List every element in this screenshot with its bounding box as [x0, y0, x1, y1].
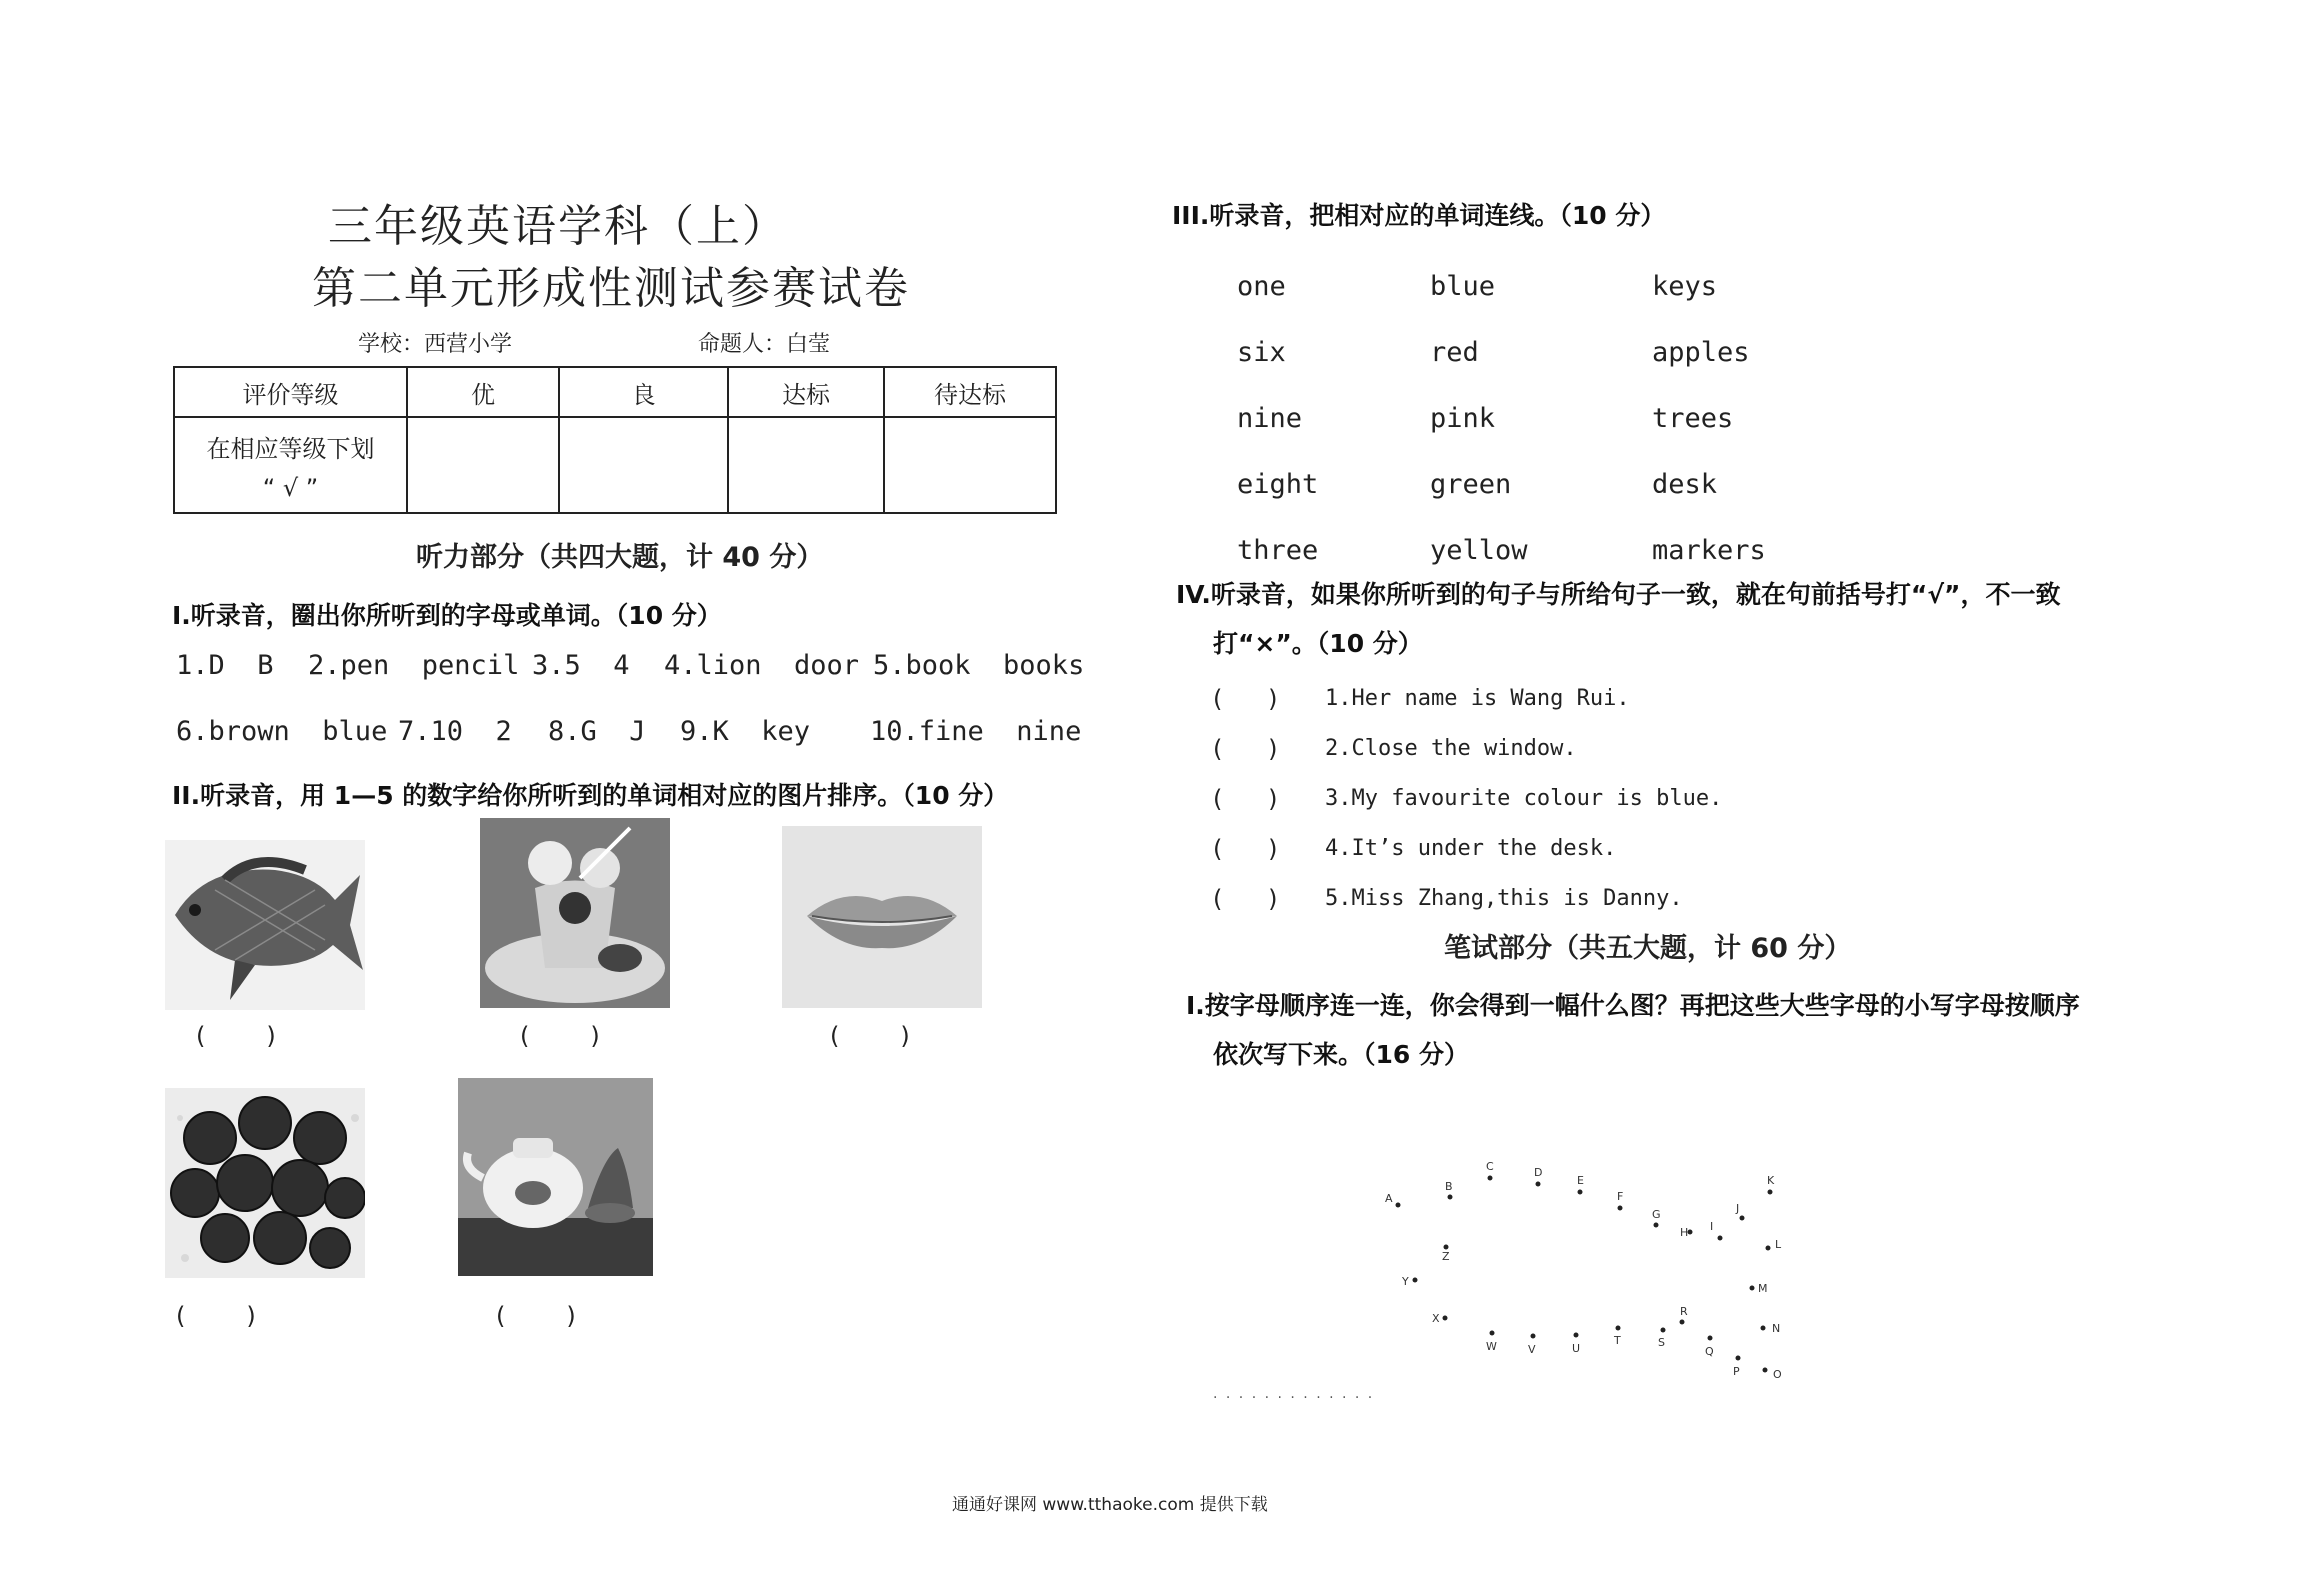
roses-picture — [165, 1088, 365, 1278]
sec3-object[interactable]: desk — [1652, 469, 1718, 500]
grade-row-label — [174, 417, 407, 513]
grade-header-excellent: 优 — [407, 367, 559, 417]
dot-b[interactable] — [1445, 1180, 1453, 1200]
svg-text:G: G — [1652, 1208, 1661, 1221]
dot-k[interactable] — [1767, 1174, 1775, 1195]
sec3-object[interactable]: markers — [1652, 535, 1766, 566]
svg-text:U: U — [1572, 1342, 1581, 1355]
grade-cell-below[interactable] — [884, 417, 1056, 513]
sec3-col-objects — [1652, 254, 1766, 584]
dot-l[interactable] — [1766, 1238, 1783, 1251]
dot-x[interactable] — [1432, 1312, 1448, 1325]
sec3-object[interactable]: keys — [1652, 271, 1718, 302]
sec1-item-5: 5.book books — [873, 650, 1085, 681]
sec4-item — [1213, 874, 1722, 924]
svg-text:S: S — [1658, 1336, 1665, 1349]
svg-text:E: E — [1577, 1174, 1584, 1187]
svg-text:W: W — [1486, 1340, 1497, 1353]
dot-n[interactable] — [1761, 1322, 1781, 1335]
sec3-color[interactable]: yellow — [1430, 535, 1528, 566]
sec4-sentence: 2.Close the window. — [1325, 736, 1577, 761]
dot-q[interactable] — [1705, 1336, 1714, 1359]
grade-cell-excellent[interactable] — [407, 417, 559, 513]
sec1-item-1: 1.D B — [176, 650, 274, 681]
sec1-item-7: 7.10 2 — [398, 716, 512, 747]
sec3-color[interactable]: green — [1430, 469, 1512, 500]
sec2-heading: II.听录音，用 1—5 的数字给你所听到的单词相对应的图片排序。（10 分） — [172, 781, 1009, 810]
svg-text:N: N — [1772, 1322, 1781, 1335]
sec3-col-colors — [1430, 254, 1528, 584]
lips-picture — [782, 826, 982, 1008]
author-label: 命题人：白莹 — [698, 332, 831, 357]
ice-cream-picture — [480, 818, 670, 1008]
dot-a[interactable] — [1385, 1192, 1401, 1208]
sec4-heading-line2: 打“×”。（10 分） — [1213, 629, 1423, 658]
sec4-heading-line1: IV.听录音，如果你所听到的句子与所给句子一致，就在句前括号打“√”，不一致 — [1176, 580, 2061, 609]
sec4-sentence: 1.Her name is Wang Rui. — [1325, 686, 1630, 711]
blank-lips[interactable]: ( ) — [830, 1022, 910, 1050]
blank-roses[interactable]: ( ) — [176, 1302, 256, 1330]
dot-u[interactable] — [1572, 1333, 1580, 1356]
svg-text:P: P — [1733, 1365, 1740, 1378]
grade-cell-pass[interactable] — [728, 417, 884, 513]
sec3-number[interactable]: six — [1237, 337, 1286, 368]
grade-row-label-line1: 在相应等级下划 — [206, 434, 375, 463]
grade-row-label-line2: “ √ ” — [262, 473, 319, 502]
sec3-number[interactable]: one — [1237, 271, 1286, 302]
sec1-heading: I.听录音，圈出你所听到的字母或单词。（10 分） — [172, 601, 722, 630]
blank-teapot[interactable]: ( ) — [496, 1302, 576, 1330]
dot-y[interactable] — [1401, 1275, 1418, 1288]
sec4-item — [1213, 824, 1722, 874]
listening-heading: 听力部分（共四大题，计 40 分） — [416, 542, 824, 573]
sec4-sentence: 3.My favourite colour is blue. — [1325, 786, 1723, 811]
dot-o[interactable] — [1763, 1368, 1783, 1382]
svg-text:B: B — [1445, 1180, 1453, 1193]
grade-header-level: 评价等级 — [174, 367, 407, 417]
answer-dotted-line[interactable]: . . . . . . . . . . . . . — [1213, 1386, 1375, 1402]
dot-d[interactable] — [1534, 1166, 1542, 1187]
dot-f[interactable] — [1617, 1190, 1623, 1211]
grade-cell-good[interactable] — [559, 417, 728, 513]
svg-text:K: K — [1767, 1174, 1775, 1187]
grade-header-good: 良 — [559, 367, 728, 417]
sec3-col-numbers — [1237, 254, 1318, 584]
footer-text: 通通好课网 www.tthaoke.com 提供下载 — [952, 1495, 1268, 1515]
dot-w[interactable] — [1486, 1331, 1497, 1354]
svg-text:F: F — [1617, 1190, 1624, 1203]
svg-text:O: O — [1773, 1368, 1782, 1381]
school-label: 学校：西营小学 — [358, 332, 513, 357]
sec3-number[interactable]: three — [1237, 535, 1319, 566]
dot-p[interactable] — [1733, 1356, 1741, 1379]
sec3-object[interactable]: trees — [1652, 403, 1734, 434]
svg-text:Q: Q — [1705, 1345, 1714, 1358]
svg-text:J: J — [1736, 1202, 1740, 1215]
svg-text:Z: Z — [1442, 1250, 1450, 1263]
dot-r[interactable] — [1680, 1305, 1689, 1325]
sec4-sentence: 4.It’s under the desk. — [1325, 836, 1617, 861]
sec4-item — [1213, 674, 1722, 724]
svg-text:T: T — [1614, 1334, 1621, 1347]
dot-h[interactable] — [1680, 1226, 1693, 1239]
sec4-blank[interactable]: ( ) — [1213, 835, 1278, 863]
dot-i[interactable] — [1710, 1220, 1723, 1241]
fish-picture — [165, 840, 365, 1010]
sec4-blank[interactable]: ( ) — [1213, 735, 1278, 763]
sec1-item-2: 2.pen pencil — [308, 650, 520, 681]
svg-text:D: D — [1534, 1166, 1543, 1179]
sec3-number[interactable]: nine — [1237, 403, 1303, 434]
teapot-picture — [458, 1078, 653, 1276]
sec1-item-8: 8.G J — [548, 716, 646, 747]
sec4-item — [1213, 774, 1722, 824]
sec3-heading: III.听录音，把相对应的单词连线。（10 分） — [1172, 201, 1666, 230]
sec3-color[interactable]: red — [1430, 337, 1479, 368]
svg-text:C: C — [1486, 1160, 1494, 1173]
grade-header-below: 待达标 — [884, 367, 1056, 417]
sec3-color[interactable]: blue — [1430, 271, 1496, 302]
svg-text:R: R — [1680, 1305, 1688, 1318]
svg-text:L: L — [1775, 1238, 1782, 1251]
grade-header-pass: 达标 — [728, 367, 884, 417]
title-line2: 第二单元形成性测试参赛试卷 — [312, 263, 910, 314]
sec1-item-10: 10.fine nine — [870, 716, 1082, 747]
svg-text:I: I — [1710, 1220, 1714, 1233]
dot-m[interactable] — [1750, 1282, 1768, 1295]
sec4-blank[interactable]: ( ) — [1213, 885, 1278, 913]
dot-j[interactable] — [1735, 1202, 1745, 1221]
svg-text:H: H — [1680, 1226, 1689, 1239]
sec4-blank[interactable]: ( ) — [1213, 685, 1278, 713]
sec1-item-3: 3.5 4 — [532, 650, 630, 681]
dot-e[interactable] — [1577, 1174, 1584, 1195]
dot-v[interactable] — [1528, 1334, 1536, 1357]
title-line1: 三年级英语学科（上） — [328, 201, 788, 252]
svg-text:X: X — [1432, 1312, 1440, 1325]
sec4-blank[interactable]: ( ) — [1213, 785, 1278, 813]
writing-heading: 笔试部分（共五大题，计 60 分） — [1444, 933, 1852, 964]
grade-table — [173, 366, 1057, 514]
writing-sec1-heading-line1: I.按字母顺序连一连，你会得到一幅什么图？再把这些大些字母的小写字母按顺序 — [1186, 991, 2080, 1020]
blank-ice-cream[interactable]: ( ) — [520, 1022, 600, 1050]
connect-dots-puzzle — [1380, 1150, 1800, 1390]
blank-fish[interactable]: ( ) — [196, 1022, 276, 1050]
svg-text:Y: Y — [1402, 1275, 1409, 1288]
dot-s[interactable] — [1658, 1328, 1666, 1350]
dot-c[interactable] — [1486, 1160, 1494, 1181]
dot-g[interactable] — [1652, 1208, 1661, 1228]
sec1-item-4: 4.lion door — [664, 650, 860, 681]
sec3-color[interactable]: pink — [1430, 403, 1496, 434]
sec1-item-9: 9.K key — [680, 716, 811, 747]
svg-text:V: V — [1528, 1343, 1536, 1356]
sec3-number[interactable]: eight — [1237, 469, 1319, 500]
sec4-list — [1213, 674, 1722, 924]
sec1-item-6: 6.brown blue — [176, 716, 388, 747]
svg-text:A: A — [1385, 1192, 1393, 1205]
sec3-object[interactable]: apples — [1652, 337, 1750, 368]
svg-text:M: M — [1758, 1282, 1768, 1295]
dot-t[interactable] — [1613, 1326, 1621, 1348]
dot-z[interactable] — [1442, 1245, 1450, 1264]
sec4-sentence: 5.Miss Zhang,this is Danny. — [1325, 886, 1683, 911]
writing-sec1-heading-line2: 依次写下来。（16 分） — [1213, 1040, 1469, 1069]
sec4-item — [1213, 724, 1722, 774]
